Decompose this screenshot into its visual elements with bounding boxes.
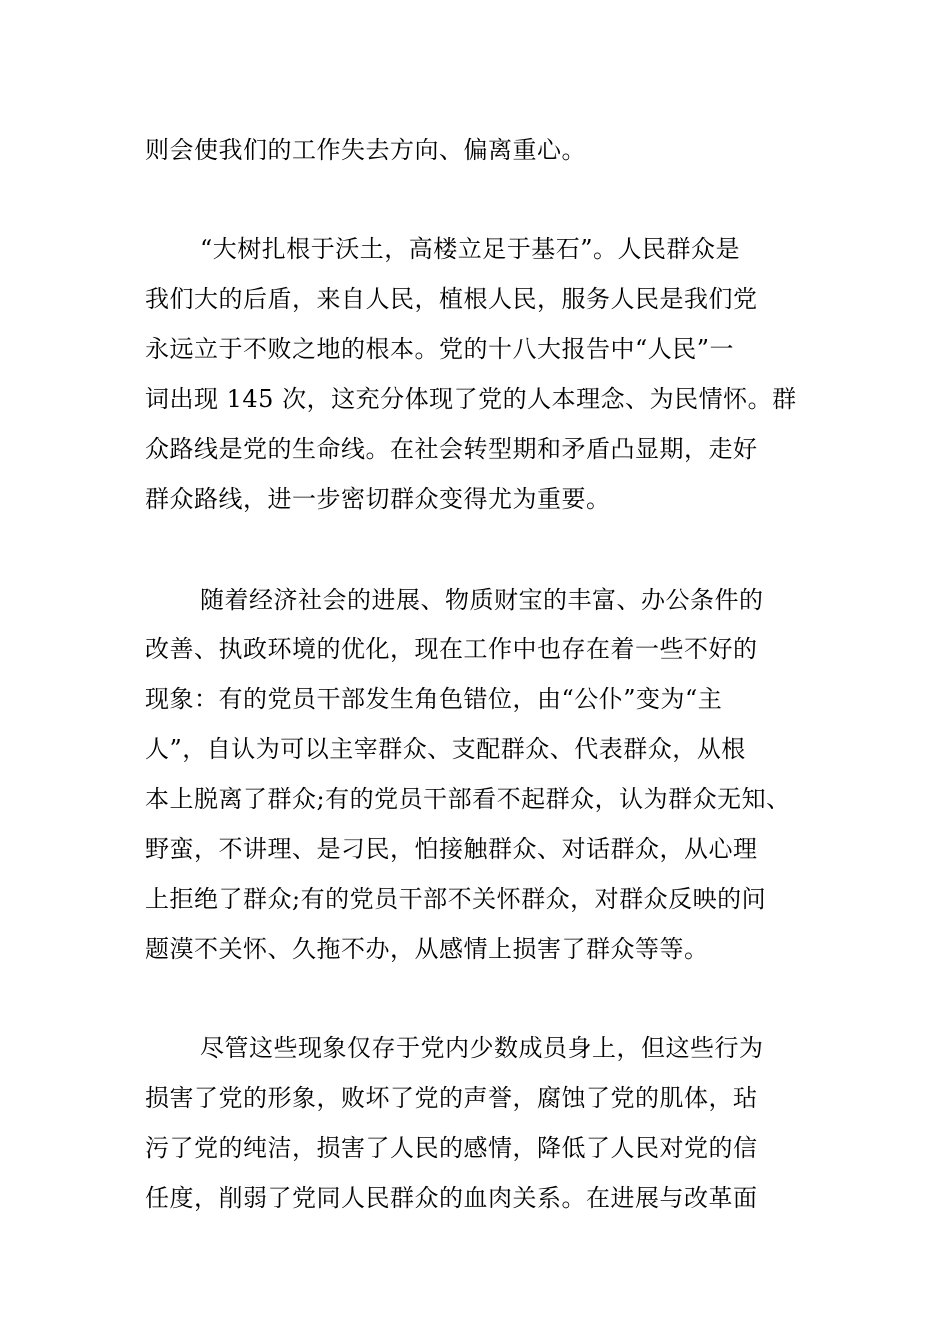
paragraph-3-line-3: 现象：有的党员干部发生角色错位，由“公仆”变为“主	[145, 685, 723, 713]
paragraph-2-line-2: 我们大的后盾，来自人民，植根人民，服务人民是我们党	[145, 285, 758, 313]
paragraph-3-line-1: 随着经济社会的进展、物质财宝的丰富、办公条件的	[200, 586, 764, 614]
paragraph-1-line-1: 则会使我们的工作失去方向、偏离重心。	[145, 136, 586, 164]
paragraph-3-line-8: 题漠不关怀、久拖不办，从感情上损害了群众等等。	[145, 935, 709, 963]
paragraph-2-line-5: 众路线是党的生命线。在社会转型期和矛盾凸显期，走好	[145, 435, 758, 463]
paragraph-3-line-4: 人”，自认为可以主宰群众、支配群众、代表群众，从根	[145, 735, 746, 763]
paragraph-4-line-3: 污了党的纯洁，损害了人民的感情，降低了人民对党的信	[145, 1134, 758, 1162]
paragraph-3-line-5: 本上脱离了群众;有的党员干部看不起群众，认为群众无知、	[145, 785, 791, 813]
paragraph-2-line-6: 群众路线，进一步密切群众变得尤为重要。	[145, 485, 611, 513]
paragraph-4-line-1: 尽管这些现象仅存于党内少数成员身上，但这些行为	[200, 1034, 764, 1062]
paragraph-4-line-4: 任度，削弱了党同人民群众的血肉关系。在进展与改革面	[145, 1184, 758, 1212]
paragraph-2-line-1: “大树扎根于沃土，高楼立足于基石”。人民群众是	[200, 235, 741, 263]
paragraph-3-line-2: 改善、执政环境的优化，现在工作中也存在着一些不好的	[145, 635, 758, 663]
paragraph-2-line-4: 词出现 145 次，这充分体现了党的人本理念、为民情怀。群	[145, 385, 797, 413]
paragraph-4-line-2: 损害了党的形象，败坏了党的声誉，腐蚀了党的肌体，玷	[145, 1084, 758, 1112]
paragraph-3-line-7: 上拒绝了群众;有的党员干部不关怀群众，对群众反映的问	[145, 885, 767, 913]
paragraph-3-line-6: 野蛮，不讲理、是刁民，怕接触群众、对话群众，从心理	[145, 835, 758, 863]
paragraph-2-line-3: 永远立于不败之地的根本。党的十八大报告中“人民”一	[145, 335, 735, 363]
